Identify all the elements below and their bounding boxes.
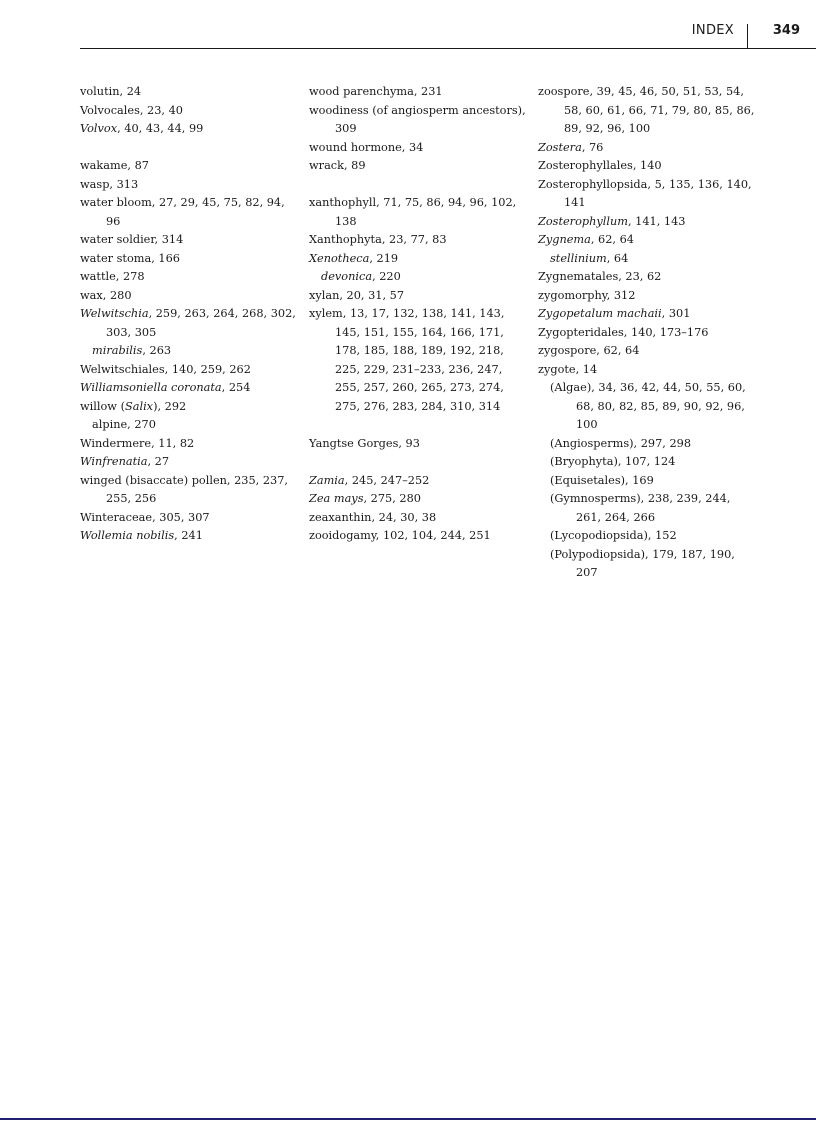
- index-text: wood parenchyma, 231: [309, 85, 443, 98]
- index-entry: [538, 213, 756, 232]
- index-text: (Lycopodiopsida), 152: [550, 529, 677, 542]
- index-entry: [538, 231, 756, 250]
- index-term-italic: Salix: [124, 399, 154, 413]
- index-text: , 259, 263, 264, 268, 302, 303, 305: [106, 307, 296, 339]
- index-entry: [538, 83, 756, 139]
- index-entry: [80, 472, 296, 509]
- index-term-italic: Zamia: [309, 473, 345, 487]
- index-entry: [309, 231, 527, 250]
- index-term-italic: Xenotheca: [309, 251, 370, 265]
- index-entry: [538, 176, 756, 213]
- index-column-3: [538, 83, 756, 583]
- index-text: Xanthophyta, 23, 77, 83: [309, 233, 447, 246]
- index-text: wasp, 313: [80, 177, 139, 191]
- index-entry: [538, 361, 756, 380]
- index-text: volutin: [80, 85, 120, 98]
- running-head-section: INDEX: [691, 23, 734, 38]
- index-term-italic: Zygnema: [538, 233, 591, 246]
- index-text: , 219: [369, 251, 399, 265]
- index-column-2: [309, 83, 527, 546]
- index-text: willow (: [80, 399, 125, 413]
- index-subentry: [538, 546, 756, 583]
- index-entry: [80, 509, 296, 528]
- index-text: zygomorphy, 312: [538, 288, 636, 302]
- index-text: ), 292: [153, 399, 187, 413]
- index-text: xylan, 20, 31, 57: [309, 288, 405, 302]
- index-entry: [309, 139, 527, 158]
- index-text: wax, 280: [80, 288, 132, 302]
- index-text: Winteraceae, 305, 307: [80, 510, 210, 524]
- index-text: , 275, 280: [363, 492, 421, 505]
- running-head-divider: [747, 24, 749, 48]
- index-subentry: [538, 490, 756, 527]
- index-entry: [80, 379, 296, 398]
- index-entry: [80, 453, 296, 472]
- index-text: wattle, 278: [80, 270, 145, 283]
- index-text: , 40, 43, 44, 99: [117, 122, 204, 135]
- index-text: , 27: [147, 455, 170, 468]
- index-text: Welwitschiales, 140, 259, 262: [80, 362, 251, 376]
- index-column-1: [80, 83, 296, 546]
- index-entry: [80, 194, 296, 231]
- index-subentry: [309, 268, 527, 287]
- index-text: , 263: [142, 344, 172, 357]
- index-entry: [309, 83, 527, 102]
- index-text: , 24: [119, 85, 142, 98]
- index-entry: [309, 435, 527, 454]
- index-subentry: [538, 379, 756, 435]
- index-entry: [80, 398, 296, 417]
- index-text: Zygopteridales, 140, 173–176: [538, 325, 709, 339]
- index-entry: [80, 305, 296, 342]
- index-text: , 76: [581, 140, 604, 154]
- index-term-italic: Winfrenatia: [80, 455, 148, 468]
- index-term-italic: Zosterophyllum: [538, 214, 628, 228]
- index-entry: [538, 342, 756, 361]
- index-term-italic: Williamsoniella coronata: [80, 381, 222, 394]
- index-text: wound hormone, 34: [309, 140, 424, 154]
- index-subentry: [538, 250, 756, 269]
- bottom-rule: [0, 1118, 816, 1120]
- running-head: [80, 22, 816, 49]
- index-subentry: [538, 435, 756, 454]
- index-entry: [80, 102, 296, 121]
- index-entry: [80, 176, 296, 195]
- index-subentry: [538, 453, 756, 472]
- index-text: zoospore, 39, 45, 46, 50, 51, 53, 54, 58, 60, 61, 66, 71, 79, 80, 85, 86, 89, 92, 96, 100: [538, 85, 755, 135]
- index-entry: [309, 287, 527, 306]
- index-entry: [538, 305, 756, 324]
- index-entry: [80, 287, 296, 306]
- index-entry: [309, 472, 527, 491]
- index-term-italic: Zygopetalum machaii: [538, 307, 662, 320]
- index-text: (Angiosperms), 297, 298: [550, 436, 692, 450]
- index-entry: [80, 361, 296, 380]
- index-subentry: [538, 472, 756, 491]
- index-term-italic: Wollemia nobilis: [80, 529, 175, 542]
- index-entry: [309, 250, 527, 269]
- index-text: xylem, 13, 17, 132, 138, 141, 143, 145, 151, 155, 164, 166, 171, 178, 185, 188, 189, 192, 218, 225, 229, 231–233, 236, 247, 255, 257, 260, 265, 273, 274, 275, 276, 283, 284, 310, 314: [309, 307, 505, 413]
- index-text: zygospore, 62, 64: [538, 344, 640, 357]
- index-entry: [80, 83, 296, 102]
- page-number: 349: [772, 23, 800, 38]
- index-text: Zosterophyllales, 140: [538, 159, 662, 172]
- index-text: , 220: [372, 270, 401, 283]
- index-term-italic: Volvox: [80, 122, 118, 135]
- index-text: , 62, 64: [590, 233, 634, 246]
- index-text: water bloom, 27, 29, 45, 75, 82, 94, 96: [80, 196, 285, 228]
- index-text: Volvocales, 23, 40: [80, 103, 183, 117]
- index-text: , 301: [661, 307, 691, 320]
- index-text: alpine, 270: [92, 418, 156, 431]
- index-entry: [309, 509, 527, 528]
- index-text: , 241: [174, 529, 203, 542]
- index-entry: [80, 268, 296, 287]
- index-text: (Algae), 34, 36, 42, 44, 50, 55, 60, 68, 80, 82, 85, 89, 90, 92, 96, 100: [550, 381, 746, 431]
- index-text: , 64: [606, 251, 629, 265]
- index-text: woodiness (of angiosperm ancestors), 309: [309, 103, 526, 135]
- index-text: Zosterophyllopsida, 5, 135, 136, 140, 141: [538, 177, 752, 209]
- index-entry: [80, 527, 296, 546]
- index-entry: [309, 102, 527, 139]
- index-term-italic: mirabilis: [92, 344, 143, 357]
- index-text: water soldier, 314: [80, 233, 184, 246]
- index-subentry: [80, 416, 296, 435]
- index-entry: [309, 157, 527, 176]
- index-entry: [309, 490, 527, 509]
- index-term-italic: Welwitschia: [80, 307, 149, 320]
- index-text: , 245, 247–252: [344, 473, 430, 487]
- index-subentry: [80, 342, 296, 361]
- index-text: zeaxanthin, 24, 30, 38: [309, 510, 437, 524]
- index-entry: [538, 324, 756, 343]
- index-entry: [309, 527, 527, 546]
- index-text: (Gymnosperms), 238, 239, 244, 261, 264, 266: [550, 492, 731, 524]
- index-entry: [538, 139, 756, 158]
- index-entry: [309, 194, 527, 231]
- index-text: , 254: [221, 381, 251, 394]
- index-entry: [80, 231, 296, 250]
- index-entry: [80, 250, 296, 269]
- index-text: xanthophyll, 71, 75, 86, 94, 96, 102, 138: [309, 196, 517, 228]
- index-subentry: [538, 527, 756, 546]
- index-term-italic: Zea mays: [309, 492, 364, 505]
- index-text: winged (bisaccate) pollen, 235, 237, 255, 256: [80, 473, 288, 505]
- index-text: (Equisetales), 169: [550, 473, 654, 487]
- index-text: (Bryophyta), 107, 124: [550, 455, 676, 468]
- index-text: wakame, 87: [80, 159, 149, 172]
- index-text: zooidogamy, 102, 104, 244, 251: [309, 529, 491, 542]
- index-text: , 141, 143: [627, 214, 686, 228]
- index-entry: [80, 157, 296, 176]
- index-text: zygote, 14: [538, 362, 598, 376]
- index-term-italic: devonica: [321, 270, 373, 283]
- index-text: wrack, 89: [309, 159, 366, 172]
- index-entry: [538, 287, 756, 306]
- index-entry: [309, 305, 527, 416]
- index-text: Yangtse Gorges, 93: [309, 436, 420, 450]
- index-text: water stoma, 166: [80, 251, 180, 265]
- index-entry: [80, 435, 296, 454]
- index-term-italic: stellinium: [550, 251, 607, 265]
- index-text: Zygnematales, 23, 62: [538, 270, 662, 283]
- index-entry: [538, 268, 756, 287]
- index-term-italic: Zostera: [538, 140, 582, 154]
- index-entry: [80, 120, 296, 139]
- index-text: Windermere, 11, 82: [80, 436, 195, 450]
- index-entry: [538, 157, 756, 176]
- index-text: (Polypodiopsida), 179, 187, 190, 207: [550, 547, 735, 579]
